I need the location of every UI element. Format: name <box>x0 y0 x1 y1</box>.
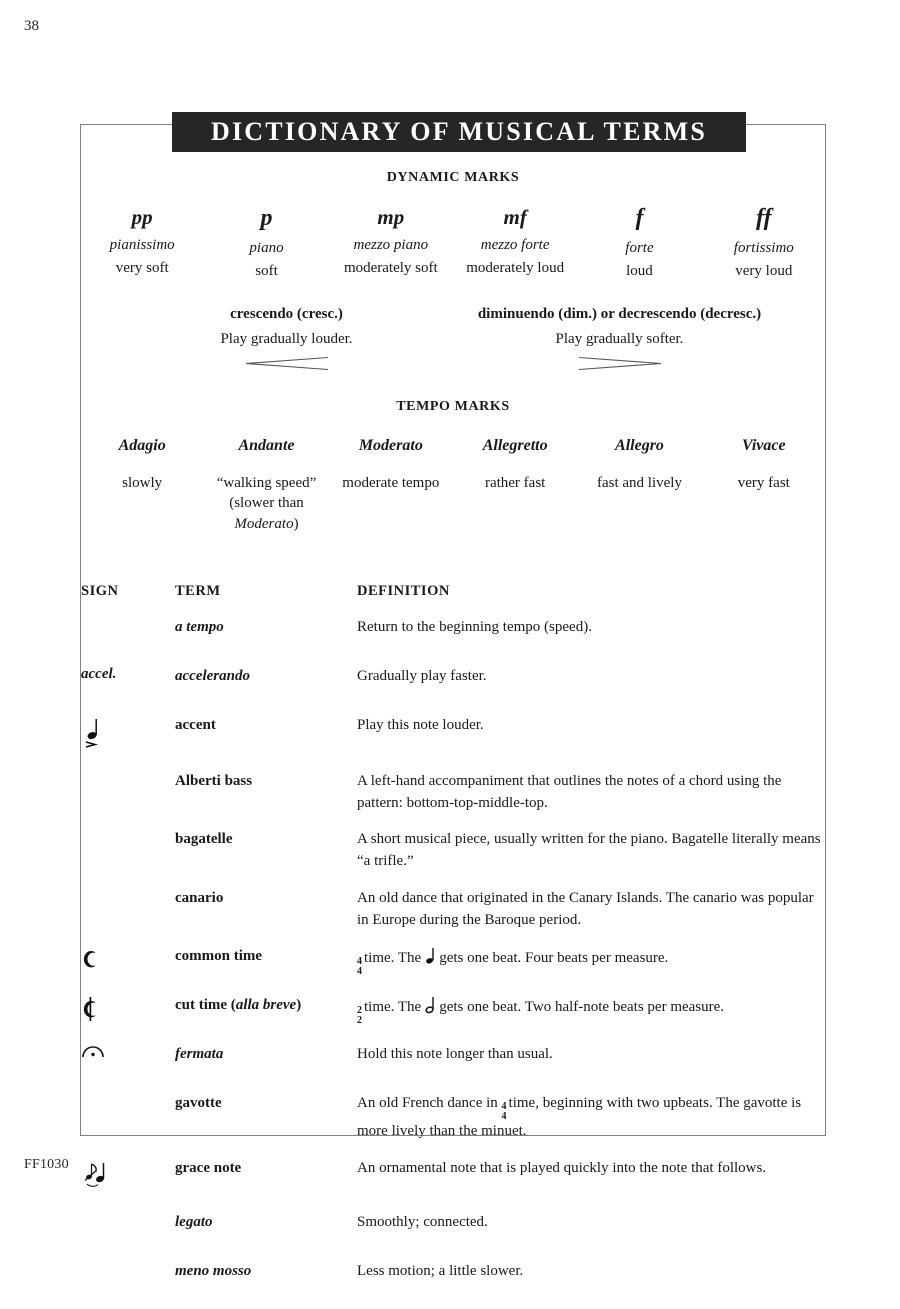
diminuendo-block <box>453 306 786 377</box>
dictionary-content <box>80 124 826 1280</box>
table-row <box>80 1211 826 1260</box>
row-definition-fermata: Hold this note longer than usual. <box>357 1046 553 1063</box>
row-definition-legato: Smoothly; connected. <box>357 1214 488 1231</box>
cut-time-term-main: cut time ( <box>175 997 236 1014</box>
crescendo-label: crescendo (cresc.) <box>230 306 343 323</box>
dynamic-glyph-mf: mf <box>503 205 527 229</box>
row-sign-accelerando <box>80 665 174 714</box>
row-term-grace-note: grace note <box>175 1160 242 1177</box>
header-definition: DEFINITION <box>357 582 450 599</box>
table-row <box>80 1043 826 1092</box>
dynamic-item-mf <box>453 206 577 282</box>
row-term-accent: accent <box>175 716 216 733</box>
time-signature-4-4-gavotte <box>502 1102 507 1121</box>
dynamic-italian-p: piano <box>249 240 284 257</box>
tempo-name-adagio: Adagio <box>118 437 166 455</box>
table-row <box>80 1092 826 1157</box>
time-signature-2-2 <box>357 1006 362 1025</box>
tempo-definition-andante-line2-italic: Moderato <box>234 515 294 532</box>
table-row <box>80 1260 826 1309</box>
tempo-definition-andante-line2-prefix: (slower than <box>229 495 304 512</box>
dictionary-title-banner <box>172 112 746 152</box>
tempo-definition-adagio: slowly <box>122 475 163 492</box>
row-sign-legato <box>80 1211 174 1260</box>
dynamic-glyph-p: p <box>260 205 273 231</box>
dynamic-english-mp: moderately soft <box>343 259 438 276</box>
diminuendo-description: Play gradually softer. <box>555 331 684 348</box>
row-definition-alberti-bass: A left-hand accompaniment that outlines the notes of a chord using the pattern: bottom-top-middle-top. <box>357 772 782 811</box>
cut-time-text1: time. The <box>364 999 422 1016</box>
row-term-fermata: fermata <box>175 1046 224 1063</box>
gavotte-text1: time, beginning with two upbeats. The gavotte is more lively than the minuet. <box>357 1095 802 1140</box>
row-definition-gavotte <box>356 1092 826 1157</box>
gavotte-text0: An old French dance in <box>357 1095 498 1112</box>
common-time-icon <box>81 960 101 976</box>
time-signature-4-4 <box>357 957 362 976</box>
table-row <box>80 945 826 994</box>
dynamic-italian-ff: fortissimo <box>733 240 794 257</box>
table-row <box>80 1157 826 1211</box>
common-time-text2: gets one beat. Four beats per measure. <box>439 950 669 967</box>
table-row <box>80 770 826 829</box>
row-sign-cut-time <box>80 994 174 1043</box>
tempo-item-allegretto <box>453 437 577 534</box>
row-definition-a-tempo: Return to the beginning tempo (speed). <box>357 618 592 635</box>
accel-abbreviation: accel. <box>81 665 117 682</box>
dynamic-item-pp <box>80 206 204 282</box>
dynamic-italian-mp: mezzo piano <box>353 237 429 254</box>
header-term: TERM <box>175 582 221 599</box>
dynamic-english-mf: moderately loud <box>466 259 565 276</box>
tempo-item-adagio <box>80 437 204 534</box>
row-sign-gavotte <box>80 1092 174 1157</box>
dynamic-glyph-f: f <box>635 205 644 231</box>
dynamic-italian-pp: pianissimo <box>109 237 175 254</box>
row-sign-canario <box>80 887 174 946</box>
row-term-alberti-bass: Alberti bass <box>175 772 253 789</box>
tempo-marks-heading: TEMPO MARKS <box>396 399 510 415</box>
page-title: DICTIONARY OF MUSICAL TERMS <box>211 117 707 146</box>
timesig-numerator: 2 <box>357 1005 362 1017</box>
tempo-name-moderato: Moderato <box>358 437 423 455</box>
dynamic-english-ff: very loud <box>735 262 793 279</box>
row-term-legato: legato <box>175 1214 213 1231</box>
dynamic-glyph-pp: pp <box>131 205 153 229</box>
fermata-icon <box>81 1048 105 1064</box>
quarter-note-icon <box>424 946 436 974</box>
cut-time-term-italic: alla breve <box>235 997 297 1014</box>
header-sign: SIGN <box>81 582 119 599</box>
row-term-bagatelle: bagatelle <box>175 831 233 848</box>
row-term-cut-time <box>174 994 356 1043</box>
table-row <box>80 828 826 887</box>
tempo-definition-andante-line2-suffix: ) <box>293 515 299 532</box>
tempo-item-andante <box>204 437 328 534</box>
tempo-item-allegro <box>577 437 701 534</box>
diminuendo-hairpin-icon <box>453 356 786 377</box>
dynamic-item-mp <box>329 206 453 282</box>
dynamic-marks-heading: DYNAMIC MARKS <box>386 170 520 185</box>
row-sign-fermata <box>80 1043 174 1092</box>
table-row <box>80 994 826 1043</box>
definitions-header-row <box>80 582 826 616</box>
tempo-item-vivace <box>702 437 826 534</box>
tempo-definition-vivace: very fast <box>737 475 790 492</box>
table-row <box>80 665 826 714</box>
cut-time-term-suffix: ) <box>296 997 302 1014</box>
dynamic-glyph-mp: mp <box>377 205 405 229</box>
row-definition-cut-time <box>356 994 826 1043</box>
row-sign-bagatelle <box>80 828 174 887</box>
page-number: 38 <box>24 18 39 34</box>
table-row <box>80 714 826 770</box>
dynamic-italian-mf: mezzo forte <box>480 237 550 254</box>
common-time-text1: time. The <box>364 950 422 967</box>
diminuendo-label: diminuendo (dim.) or decrescendo (decresc.) <box>477 306 762 323</box>
grace-note-icon <box>81 1180 115 1196</box>
tempo-definition-andante <box>204 473 328 534</box>
dynamic-italian-f: forte <box>625 240 654 257</box>
footer-code: FF1030 <box>24 1157 69 1172</box>
dynamic-english-f: loud <box>626 262 653 279</box>
table-row <box>80 887 826 946</box>
row-definition-common-time <box>356 945 826 994</box>
tempo-name-allegretto: Allegretto <box>482 437 548 455</box>
crescendo-block <box>120 306 453 377</box>
tempo-item-moderato <box>329 437 453 534</box>
row-definition-canario: An old dance that originated in the Canary Islands. The canario was popular in Europe during the Baroque period. <box>357 889 814 928</box>
dynamic-item-p <box>204 206 328 282</box>
row-definition-meno-mosso: Less motion; a little slower. <box>357 1263 524 1280</box>
row-sign-common-time <box>80 945 174 994</box>
row-sign-alberti-bass <box>80 770 174 829</box>
row-term-accelerando: accelerando <box>175 667 250 684</box>
row-sign-accent <box>80 714 174 770</box>
cut-time-text2: gets one beat. Two half-note beats per measure. <box>439 999 725 1016</box>
tempo-marks-row <box>80 437 826 534</box>
row-sign-grace-note <box>80 1157 174 1211</box>
tempo-definition-allegro: fast and lively <box>596 475 682 492</box>
row-term-meno-mosso: meno mosso <box>175 1263 252 1280</box>
dynamic-glyph-ff: ff <box>756 205 772 231</box>
row-definition-grace-note: An ornamental note that is played quickly into the note that follows. <box>357 1160 767 1177</box>
row-definition-bagatelle: A short musical piece, usually written for the piano. Bagatelle literally means “a trifle.” <box>357 831 821 870</box>
row-definition-accelerando: Gradually play faster. <box>357 667 487 684</box>
dynamic-item-f <box>577 206 701 282</box>
accent-note-icon <box>81 739 107 755</box>
row-term-gavotte: gavotte <box>175 1095 222 1112</box>
table-row <box>80 616 826 665</box>
tempo-name-andante: Andante <box>238 437 295 455</box>
row-sign-a-tempo <box>80 616 174 665</box>
crescendo-hairpin-icon <box>120 356 453 377</box>
timesig-denominator: 2 <box>357 1014 362 1026</box>
dynamic-item-ff <box>702 206 826 282</box>
crescendo-description: Play gradually louder. <box>220 331 353 348</box>
dynamic-marks-row <box>80 206 826 282</box>
cut-time-icon <box>81 1011 101 1027</box>
hairpins-row <box>80 306 826 377</box>
tempo-name-vivace: Vivace <box>742 437 786 455</box>
timesig-numerator: 4 <box>357 956 362 968</box>
dynamic-english-p: soft <box>255 262 278 279</box>
half-note-icon <box>424 995 436 1023</box>
row-term-canario: canario <box>175 889 224 906</box>
timesig-denominator: 4 <box>357 965 362 977</box>
tempo-name-allegro: Allegro <box>615 437 664 455</box>
tempo-definition-andante-line1: “walking speed” <box>216 475 317 492</box>
timesig-denominator: 4 <box>501 1110 507 1122</box>
row-term-a-tempo: a tempo <box>175 618 224 635</box>
dynamic-english-pp: very soft <box>115 259 169 276</box>
row-definition-accent: Play this note louder. <box>357 716 484 733</box>
tempo-definition-allegretto: rather fast <box>484 475 546 492</box>
tempo-definition-moderato: moderate tempo <box>342 475 440 492</box>
row-sign-meno-mosso <box>80 1260 174 1309</box>
timesig-numerator: 4 <box>501 1101 507 1113</box>
row-term-common-time: common time <box>175 948 263 965</box>
